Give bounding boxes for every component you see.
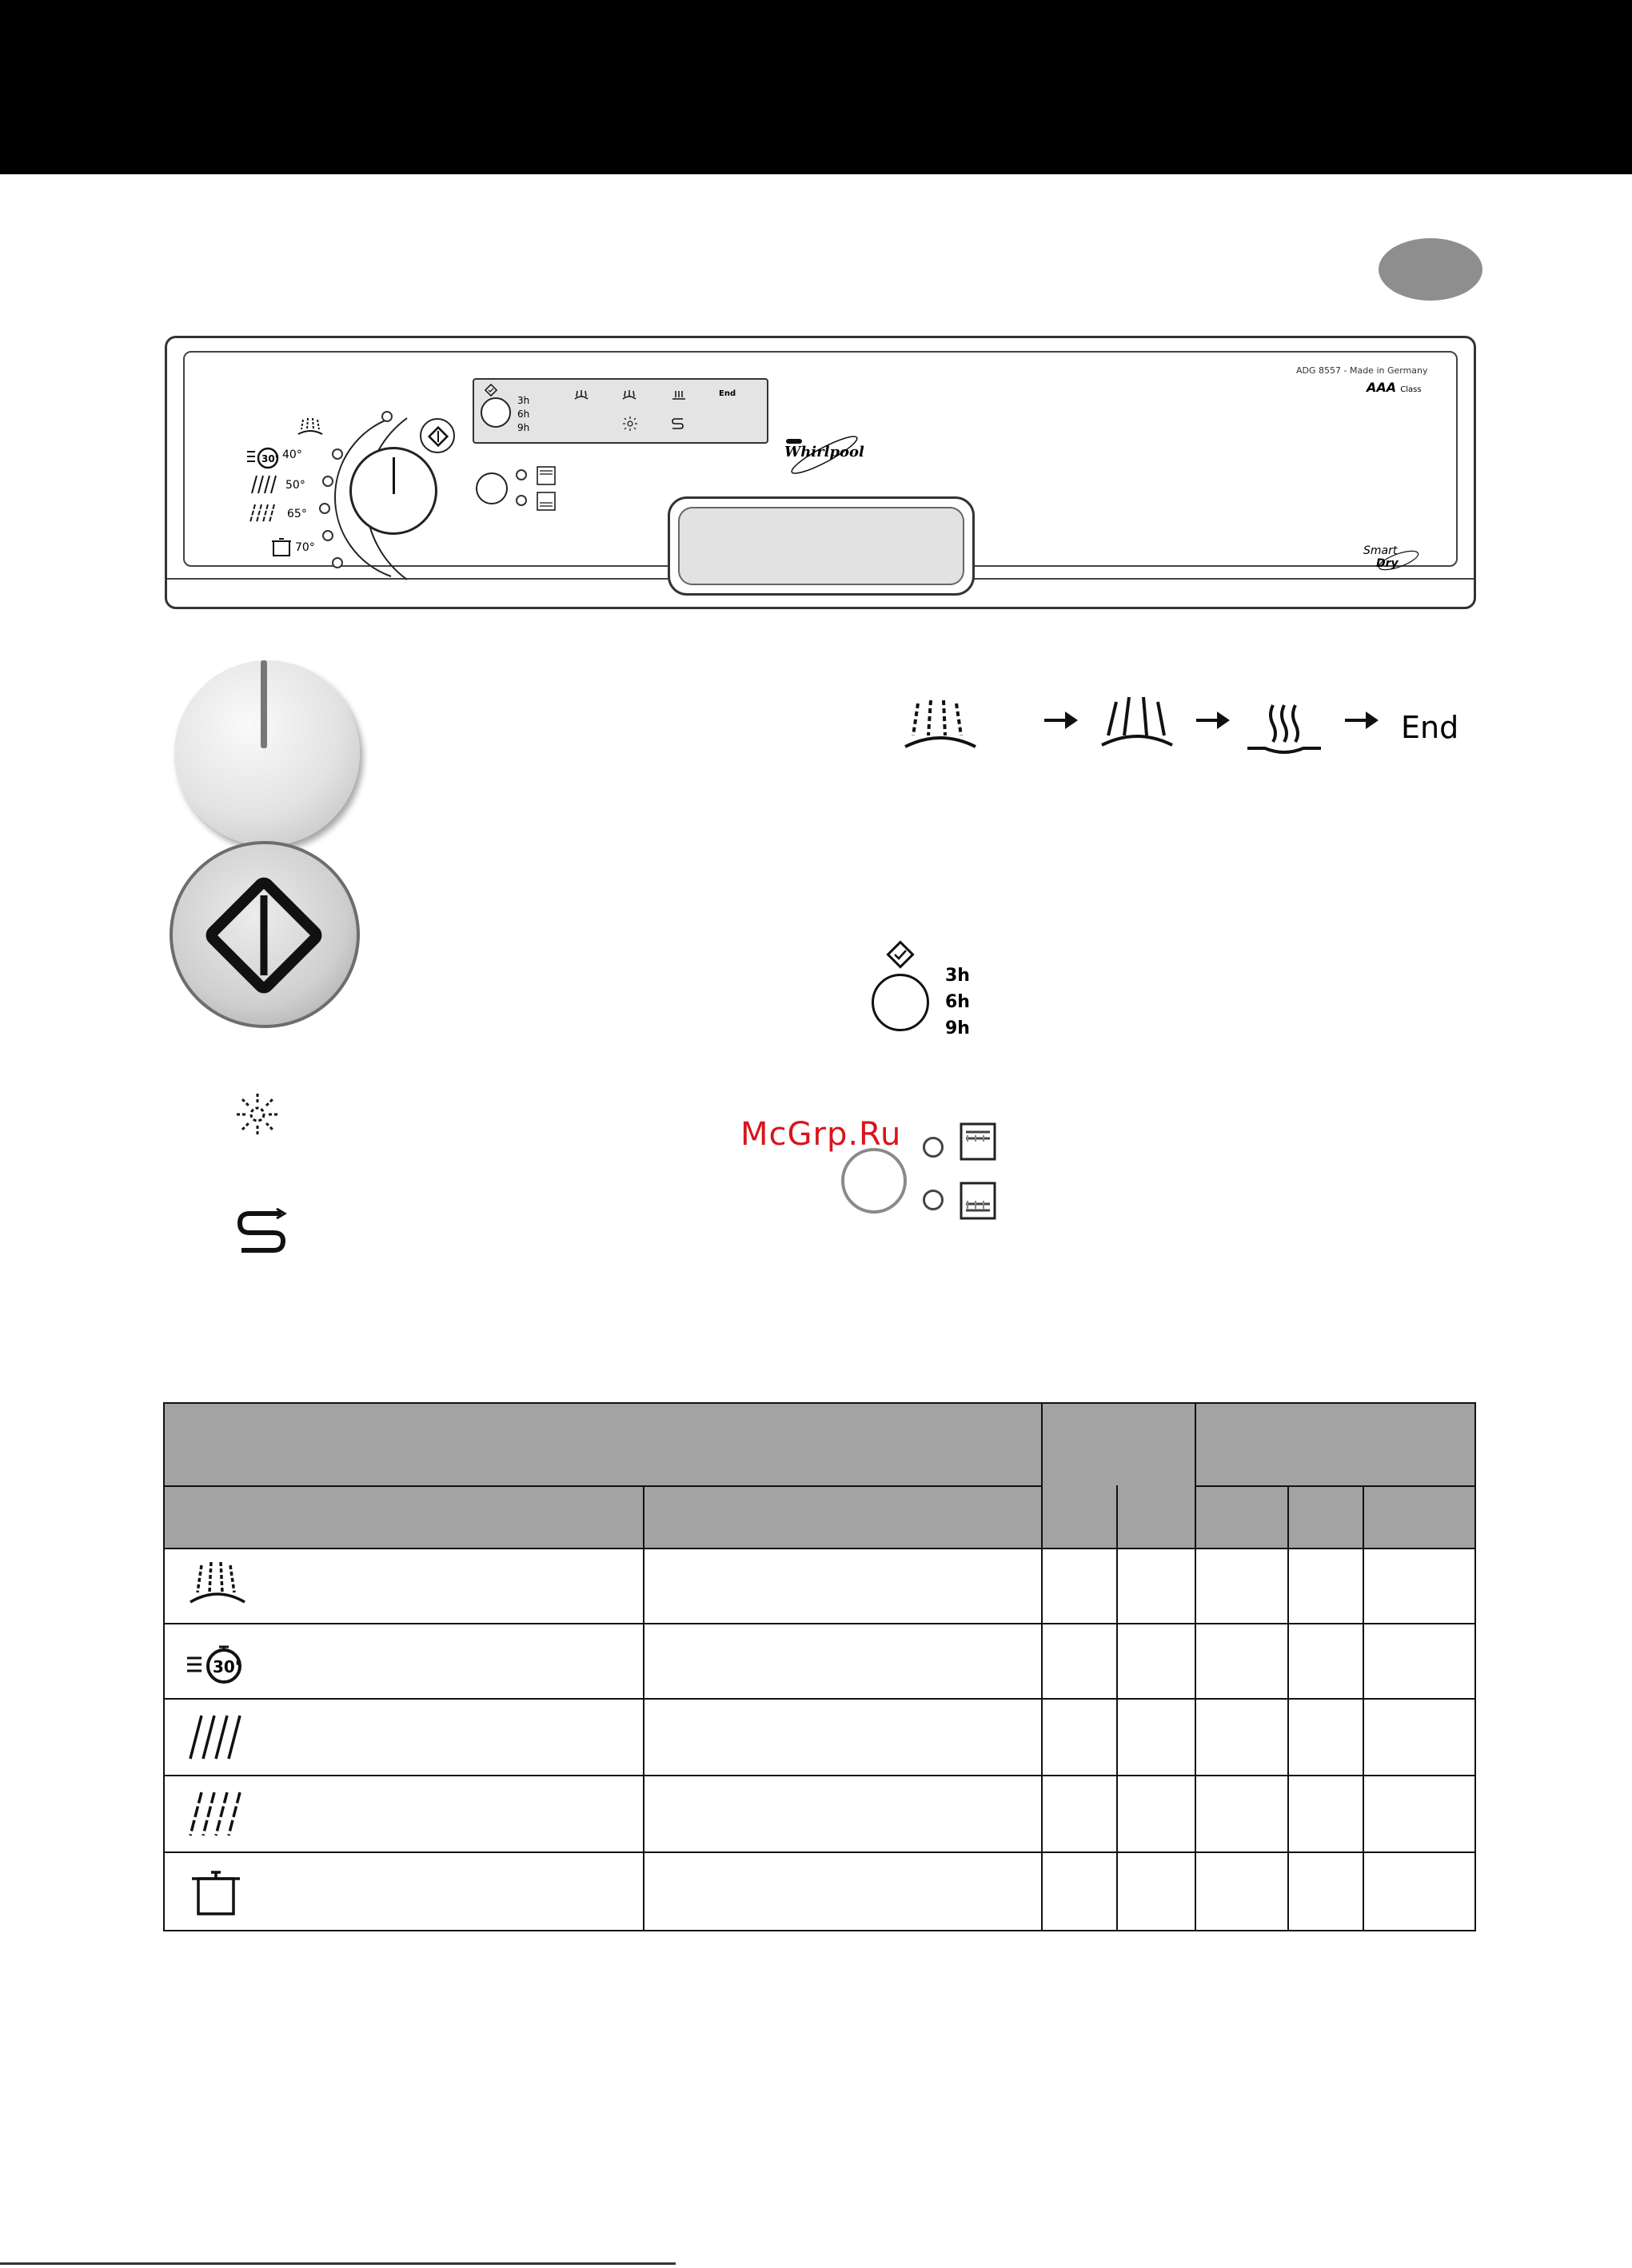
- smart-dry-line1: Smart: [1363, 544, 1398, 557]
- door-handle-recess: [678, 507, 964, 585]
- delay-hours: [517, 394, 529, 435]
- end-indicator-label: End: [719, 389, 736, 398]
- door-handle: [668, 496, 975, 596]
- delay-start-icon: [484, 383, 498, 397]
- programme-indicator: [322, 530, 333, 541]
- start-button[interactable]: [420, 418, 455, 453]
- display-window: [473, 378, 768, 444]
- temp-label: 50°: [285, 479, 305, 492]
- lower-basket-icon: [537, 492, 556, 511]
- delay-3h: 3h: [517, 395, 530, 406]
- table-rule: [163, 1930, 1476, 1931]
- programme-knob-closeup: [174, 660, 360, 846]
- watermark: McGrp.Ru: [740, 1116, 902, 1153]
- delay-button[interactable]: [481, 397, 511, 428]
- lower-basket-icon: [960, 1182, 998, 1222]
- quick-30-icon: [186, 1636, 249, 1685]
- wash-stage-icon: [621, 389, 637, 401]
- start-button-closeup: [170, 841, 360, 1028]
- rinse-aid-icon: [237, 1207, 291, 1255]
- svg-text:30': 30': [261, 453, 278, 464]
- table-rule: [163, 1623, 1476, 1624]
- delay-9h: 9h: [517, 422, 530, 433]
- pot-icon: [190, 1866, 241, 1919]
- table-rule: [643, 1485, 644, 1931]
- option-led-top: [516, 469, 527, 480]
- option-button[interactable]: [476, 472, 508, 504]
- energy-class-suffix: Class: [1400, 385, 1422, 394]
- brand-logo: [776, 428, 872, 476]
- pot-icon: [271, 536, 292, 557]
- drying-icon: [1244, 699, 1324, 759]
- table-rule: [163, 1851, 1476, 1853]
- programme-indicator: [319, 503, 330, 514]
- option-led-top: [923, 1137, 944, 1158]
- upper-basket-icon: [537, 466, 556, 485]
- prewash-spray-icon: [900, 696, 980, 759]
- option-led-bottom: [516, 495, 527, 506]
- table-rule: [163, 1402, 1476, 1404]
- table-rule: [163, 1698, 1476, 1700]
- table-rule: [163, 1485, 1043, 1487]
- table-rule: [1287, 1485, 1289, 1931]
- table-rule: [163, 1775, 1476, 1776]
- prewash-spray-icon: [187, 1559, 248, 1612]
- salt-sun-icon: [233, 1090, 281, 1138]
- energy-class: [1367, 380, 1422, 395]
- option-led-bottom: [923, 1190, 944, 1210]
- delay-hours: [945, 963, 970, 1042]
- delay-6h: 6h: [945, 992, 970, 1012]
- knob-pointer: [393, 457, 395, 494]
- energy-class-rating: AAA: [1367, 380, 1397, 395]
- footer-rule: [0, 2262, 676, 2265]
- table-rule: [1474, 1402, 1476, 1931]
- smart-dry-line2: Dry: [1376, 557, 1399, 570]
- delay-9h: 9h: [945, 1018, 970, 1038]
- programme-knob[interactable]: [349, 447, 437, 535]
- salt-sun-icon: [623, 417, 637, 431]
- language-badge: [1379, 238, 1482, 301]
- temp-label: 70°: [295, 541, 315, 554]
- temp-label: 40°: [282, 448, 302, 461]
- programme-indicator: [332, 448, 343, 460]
- programme-table: [163, 1402, 1476, 1931]
- quick-30-icon: [245, 444, 281, 469]
- start-icon: [200, 871, 328, 999]
- header-band: [0, 0, 1632, 174]
- svg-text:30': 30': [213, 1657, 240, 1676]
- arrow-icon: [1195, 710, 1235, 731]
- programme-indicator: [381, 411, 393, 422]
- knob-pointer: [261, 660, 267, 748]
- prewash-spray-icon: [297, 417, 324, 437]
- normal-wash-icon: [250, 474, 282, 495]
- table-header: [163, 1402, 1476, 1549]
- programme-indicator: [322, 476, 333, 487]
- arrow-icon: [1343, 710, 1383, 731]
- control-panel-illustration: [165, 336, 1476, 609]
- table-rule: [163, 1548, 1476, 1549]
- brand-name: Whirlpool: [784, 444, 864, 460]
- table-rule: [1041, 1402, 1043, 1931]
- wash-spray-icon: [1097, 692, 1177, 756]
- model-label: ADG 8557 - Made in Germany: [1296, 365, 1428, 376]
- rinse-aid-icon: [671, 417, 685, 431]
- normal-wash-icon: [187, 1712, 248, 1762]
- temp-label: 65°: [287, 508, 307, 520]
- dry-stage-icon: [671, 389, 687, 401]
- table-rule: [1116, 1485, 1118, 1931]
- arrow-icon: [1043, 710, 1083, 731]
- option-button-closeup: [841, 1148, 907, 1214]
- eco-wash-icon: [187, 1789, 248, 1839]
- programme-indicator: [332, 557, 343, 568]
- table-rule: [1196, 1485, 1476, 1487]
- table-rule: [1363, 1485, 1364, 1931]
- eco-wash-icon: [249, 503, 281, 524]
- upper-basket-icon: [960, 1122, 998, 1162]
- start-icon: [426, 425, 450, 448]
- table-rule: [1195, 1402, 1196, 1931]
- end-label: End: [1401, 710, 1459, 745]
- table-rule: [163, 1402, 165, 1931]
- prewash-stage-icon: [573, 389, 589, 401]
- delay-start-icon: [884, 939, 916, 971]
- delay-button-closeup: [872, 974, 929, 1031]
- delay-6h: 6h: [517, 409, 530, 420]
- delay-3h: 3h: [945, 966, 970, 986]
